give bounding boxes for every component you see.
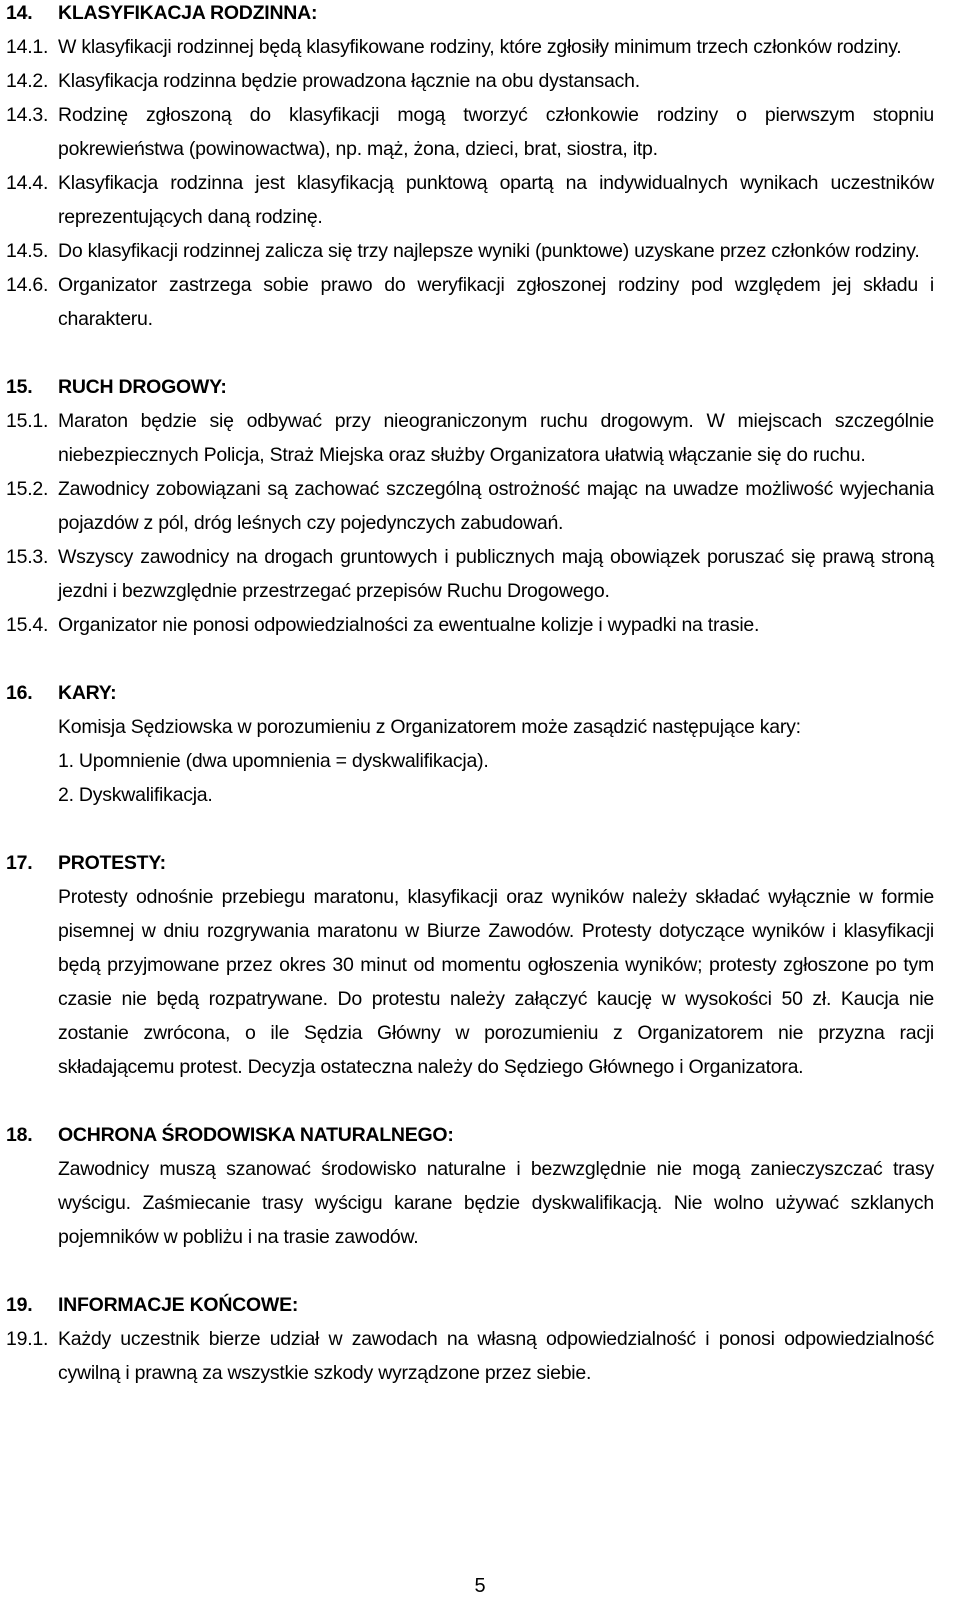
section-title: KLASYFIKACJA RODZINNA:: [58, 2, 318, 24]
section-number: 17.: [6, 852, 33, 874]
section-paragraph: Protesty odnośnie przebiegu maratonu, klasyfikacji oraz wyników należy składać wyłącznie w formie pisemnej w dniu rozgrywania maratonu w Biurze Zawodów. Protesty dotyczące wyników i klasyfikacji będą przyjmowane przez okres 30 minut od momentu ogłoszenia wyników; protesty zgłoszone po tym czasie nie będą rozpatrywane. Do protestu należy załączyć kaucję w wysokości 50 zł. Kaucja nie zostanie zwrócona, o ile Sędzia Główny w porozumieniu z Organizatorem nie przyzna racji składającemu protest. Decyzja ostateczna należy do Sędziego Głównego i Organizatora.: [58, 886, 934, 1078]
section-18: [6, 1118, 934, 1254]
section-number: 19.: [6, 1294, 33, 1316]
clause-text: Zawodnicy zobowiązani są zachować szczególną ostrożność mając na uwadze możliwość wyjechania pojazdów z pól, dróg leśnych czy pojedynczych zabudowań.: [58, 478, 934, 534]
clause: [6, 98, 934, 166]
penalties-intro: Komisja Sędziowska w porozumieniu z Organizatorem może zasądzić następujące kary:: [58, 716, 801, 738]
clause-number: 15.2.: [6, 478, 49, 500]
clause-text: Organizator nie ponosi odpowiedzialności za ewentualne kolizje i wypadki na trasie.: [58, 614, 760, 636]
section-16: [6, 676, 934, 812]
section-title: RUCH DROGOWY:: [58, 376, 227, 398]
section-heading: [6, 0, 934, 30]
clause-number: 15.4.: [6, 614, 49, 636]
clause-text: Klasyfikacja rodzinna jest klasyfikacją punktową opartą na indywidualnych wynikach uczestników reprezentujących daną rodzinę.: [58, 172, 934, 228]
page-number: 5: [474, 1575, 486, 1597]
section-17: [6, 846, 934, 1084]
section-number: 18.: [6, 1124, 33, 1146]
clause-number: 19.1.: [6, 1328, 49, 1350]
penalty-item: 2. Dyskwalifikacja.: [58, 784, 213, 806]
clause: [6, 540, 934, 608]
clause-number: 14.2.: [6, 70, 49, 92]
section-number: 14.: [6, 2, 33, 24]
clause-number: 15.3.: [6, 546, 49, 568]
clause-text: Wszyscy zawodnicy na drogach gruntowych i publicznych mają obowiązek poruszać się prawą stroną jezdni i bezwzględnie przestrzegać przepisów Ruchu Drogowego.: [58, 546, 934, 602]
clause-text: Klasyfikacja rodzinna będzie prowadzona łącznie na obu dystansach.: [58, 70, 640, 92]
section-heading: [6, 370, 934, 404]
clause-number: 14.5.: [6, 240, 49, 262]
clause-number: 14.3.: [6, 104, 49, 126]
section-heading: [6, 676, 934, 710]
section-heading: [6, 1288, 934, 1322]
clause-text: Do klasyfikacji rodzinnej zalicza się trzy najlepsze wyniki (punktowe) uzyskane przez członków rodziny.: [58, 240, 920, 262]
section-heading: [6, 846, 934, 880]
section-15: [6, 370, 934, 642]
clause-text: W klasyfikacji rodzinnej będą klasyfikowane rodziny, które zgłosiły minimum trzech członków rodziny.: [58, 36, 902, 58]
clause: [6, 166, 934, 234]
clause: [6, 64, 934, 98]
clause-number: 15.1.: [6, 410, 49, 432]
section-title: INFORMACJE KOŃCOWE:: [58, 1294, 299, 1316]
section-19: [6, 1288, 934, 1390]
clause: [6, 472, 934, 540]
clause-text: Każdy uczestnik bierze udział w zawodach na własną odpowiedzialność i ponosi odpowiedzialność cywilną i prawną za wszystkie szkody wyrządzone przez siebie.: [58, 1328, 934, 1384]
section-number: 16.: [6, 682, 33, 704]
clause: [6, 30, 934, 64]
clause-number: 14.4.: [6, 172, 49, 194]
clause-number: 14.1.: [6, 36, 49, 58]
section-heading: [6, 1118, 934, 1152]
clause-number: 14.6.: [6, 274, 49, 296]
section-title: OCHRONA ŚRODOWISKA NATURALNEGO:: [58, 1124, 454, 1146]
clause-text: Organizator zastrzega sobie prawo do weryfikacji zgłoszonej rodziny pod względem jej składu i charakteru.: [58, 274, 934, 330]
section-title: PROTESTY:: [58, 852, 166, 874]
section-title: KARY:: [58, 682, 117, 704]
section-14: [6, 0, 934, 336]
clause: [6, 1322, 934, 1390]
clause: [6, 608, 934, 642]
clause: [6, 404, 934, 472]
clause-text: Maraton będzie się odbywać przy nieograniczonym ruchu drogowym. W miejscach szczególnie niebezpiecznych Policja, Straż Miejska oraz służby Organizatora ułatwią włączanie się do ruchu.: [58, 410, 934, 466]
section-number: 15.: [6, 376, 33, 398]
penalty-item: 1. Upomnienie (dwa upomnienia = dyskwalifikacja).: [58, 750, 489, 772]
section-paragraph: Zawodnicy muszą szanować środowisko naturalne i bezwzględnie nie mogą zanieczyszczać trasy wyścigu. Zaśmiecanie trasy wyścigu karane będzie dyskwalifikacją. Nie wolno używać szklanych pojemników w pobliżu i na trasie zawodów.: [58, 1158, 934, 1248]
clause: [6, 268, 934, 336]
clause-text: Rodzinę zgłoszoną do klasyfikacji mogą tworzyć członkowie rodziny o pierwszym stopniu pokrewieństwa (powinowactwa), np. mąż, żona, dzieci, brat, siostra, itp.: [58, 104, 934, 160]
clause: [6, 234, 934, 268]
